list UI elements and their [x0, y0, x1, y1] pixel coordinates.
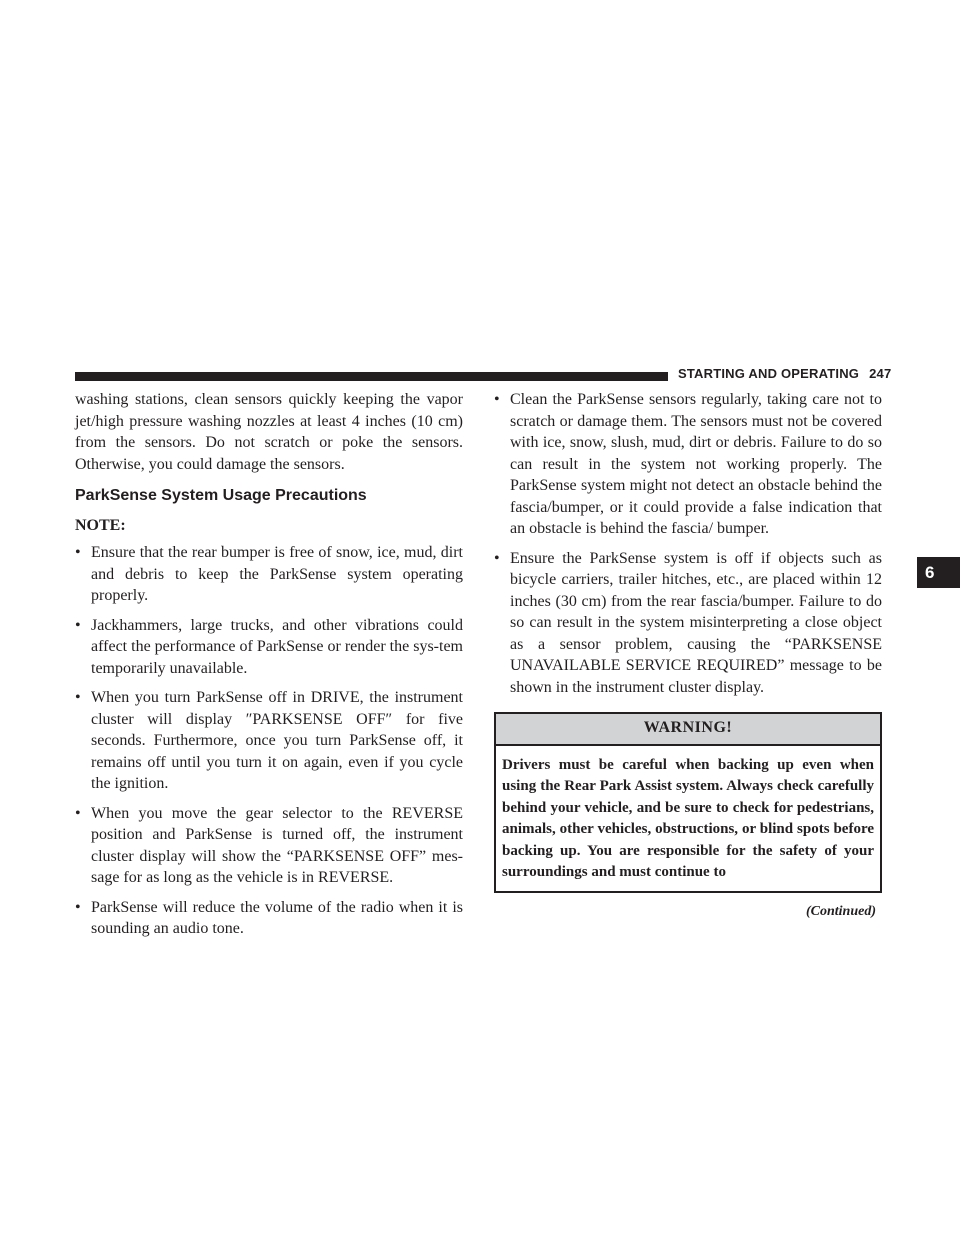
list-item-text: When you turn ParkSense off in DRIVE, the instrument cluster will display ″PARKSENSE OFF″ for five seconds. Furthermore, once you turn ParkSense off, it remains off until you turn it on again, even if you cycle the ignition. [91, 689, 463, 792]
list-item-text: Ensure that the rear bumper is free of snow, ice, mud, dirt and debris to keep the ParkSense system operating properly. [91, 544, 463, 604]
list-item [75, 542, 463, 607]
page-number: 247 [869, 366, 892, 381]
list-item-text: Clean the ParkSense sensors regularly, taking care not to scratch or damage them. The sensors must not be covered with ice, snow, slush, mud, dirt or debris. Failure to do so can result in the system not working properly. The ParkSense system might not detect an obstacle behind the fascia/bumper, or it could provide a false indication that an obstacle is behind the fascia/ bumper. [510, 391, 882, 537]
continued-label: (Continued) [805, 903, 876, 919]
bullet-icon: • [75, 804, 81, 822]
warning-box [494, 712, 882, 893]
list-item [494, 389, 882, 540]
warning-body: Drivers must be careful when backing up even when using the Rear Park Assist system. Always check carefully behind your vehicle, and be sure to check for pedestrians, animals, other vehicles, obstructions, or blind spots before backing up. You are responsible for the safety of your surroundings and must continue to [502, 756, 874, 880]
header-rule [75, 372, 668, 381]
list-item [75, 803, 463, 889]
running-header [678, 366, 891, 381]
intro-paragraph: washing stations, clean sensors quickly keeping the vapor jet/high pressure washing nozzles at least 4 inches (10 cm) from the sensors. Do not scratch or poke the sensors. Otherwise, you could damage the sensors. [75, 391, 463, 473]
left-column [75, 389, 463, 948]
bullet-icon: • [75, 616, 81, 634]
list-item [75, 615, 463, 680]
list-item-text: Jackhammers, large trucks, and other vibrations could affect the performance of ParkSense or render the sys-tem temporarily unavailable. [91, 616, 463, 677]
section-subheading: ParkSense System Usage Precautions [75, 487, 367, 504]
precautions-list-continued [494, 389, 882, 698]
list-item [75, 897, 463, 940]
note-label: NOTE: [75, 516, 126, 534]
precautions-list [75, 542, 463, 940]
warning-title: WARNING! [496, 714, 880, 746]
list-item-text: Ensure the ParkSense system is off if objects such as bicycle carriers, trailer hitches, etc., are placed within 12 inches (30 cm) from the rear fascia/bumper. Failure to do so can result in the system misinterpreting a close object as a sensor problem, causing the “PARKSENSE UNAVAILABLE SERVICE REQUIRED” message to be shown in the instrument cluster display. [510, 549, 882, 696]
bullet-icon: • [75, 898, 81, 916]
list-item-text: When you move the gear selector to the REVERSE position and ParkSense is turned off, the instrument cluster display will show the “PARKSENSE OFF” mes-sage for as long as the vehicle is in REVERSE. [91, 804, 463, 886]
section-title: STARTING AND OPERATING [678, 366, 860, 381]
bullet-icon: • [75, 689, 81, 706]
bullet-icon: • [494, 549, 500, 567]
list-item-text: ParkSense will reduce the volume of the radio when it is sounding an audio tone. [91, 898, 463, 937]
list-item [494, 548, 882, 699]
bullet-icon: • [75, 544, 81, 561]
chapter-tab: 6 [917, 557, 960, 588]
right-column [494, 389, 882, 922]
bullet-icon: • [494, 391, 500, 408]
list-item [75, 687, 463, 795]
